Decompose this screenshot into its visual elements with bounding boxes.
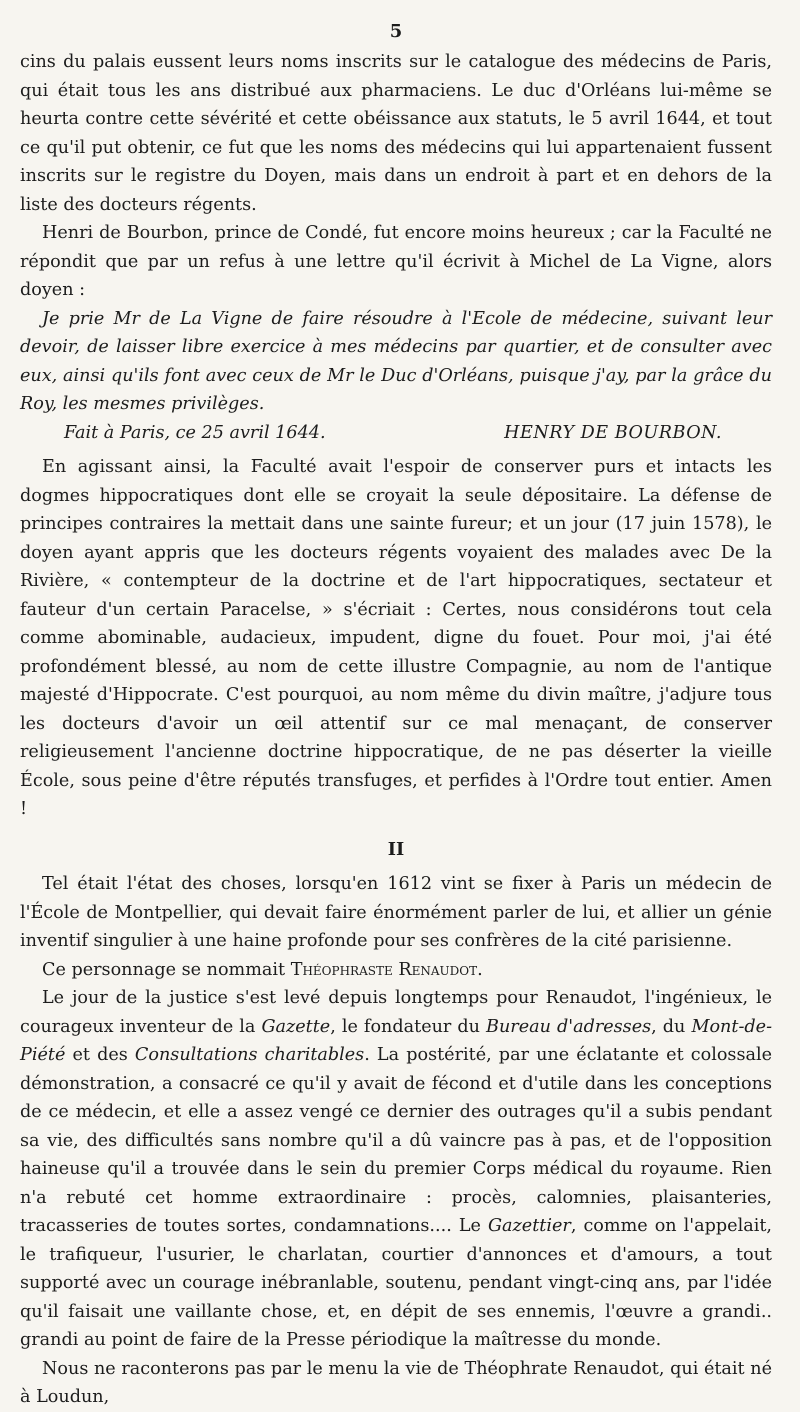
- paragraph-3: En agissant ainsi, la Faculté avait l'espoir de conserver purs et intacts les dogmes hippocratiques dont elle se croyait la seule dépositaire. La défense de principes contraires la mettait dans une sainte fureur; et un jour (17 juin 1578), le doyen ayant appris que les docteurs régents voyaient des malades avec De la Rivière, « contempteur de la doctrine et de l'art hippocratiques, sectateur et fauteur d'un certain Paracelse, » s'écriait : Certes, nous considérons tout cela comme abominable, audacieux, impudent, digne du fouet. Pour moi, j'ai été profondément blessé, au nom de cette illustre Compagnie, au nom de l'antique majesté d'Hippocrate. C'est pourquoi, au nom même du divin maître, j'adjure tous les docteurs d'avoir un œil attentif sur ce mal menaçant, de conserver religieusement l'ancienne doctrine hippocratique, de ne pas déserter la vieille École, sous peine d'être réputés transfuges, et perfides à l'Ordre tout entier. Amen !: [20, 457, 772, 819]
- p6-title-bureau: Bureau d'adresses: [486, 1016, 652, 1037]
- section-heading: II: [387, 838, 405, 860]
- letter-author: HENRY DE BOURBON.: [504, 422, 722, 443]
- p6-text-g: et des: [65, 1045, 135, 1065]
- document-page: [20, 20, 772, 1412]
- paragraph-6: [20, 984, 772, 1355]
- page-number: 5: [389, 21, 403, 42]
- paragraph-2: Henri de Bourbon, prince de Condé, fut encore moins heureux ; car la Faculté ne répondit que par un refus à une lettre qu'il écrivit à Michel de La Vigne, alors doyen :: [20, 223, 772, 300]
- paragraph-4: Tel était l'état des choses, lorsqu'en 1612 vint se fixer à Paris un médecin de l'École de Montpellier, qui devait faire énormément parler de lui, et allier un génie inventif singulier à une haine profonde pour ses confrères de la cité parisienne.: [20, 874, 772, 951]
- p6-text-k: , comme on l'appelait, le trafiqueur, l'usurier, le charlatan, courtier d'annonces et d'amours, a tout supporté avec un courage inébranlable, soutenu, pendant vingt-cinq ans, par l'idée qu'il faisait une vaillante chose, et, en dépit de ses ennemis, l'œuvre a grandi.. grandi au point de faire de la Presse périodique la maîtresse du monde.: [20, 1216, 772, 1350]
- quoted-letter: Je prie Mr de La Vigne de faire résoudre à l'Ecole de médecine, suivant leur devoir, de laisser libre exercice à mes médecins par quartier, et de consulter avec eux, ainsi qu'ils font avec ceux de Mr le Duc d'Orléans, puisque j'ay, par la grâce du Roy, les mesmes privilèges.: [20, 308, 772, 414]
- p6-text-a: Le jour de la justice s'est levé depuis longtemps pour Renaudot, l'ingénieux, le courageux inventeur de la: [20, 988, 772, 1037]
- letter-signature: [20, 419, 772, 448]
- person-name: Théophraste Renaudot.: [290, 959, 483, 980]
- letter-date: Fait à Paris, ce 25 avril 1644.: [64, 422, 326, 443]
- p6-title-consultations: Consultations charitables: [134, 1045, 365, 1065]
- p6-text-e: , du: [651, 1016, 692, 1037]
- p6-title-gazettier: Gazettier: [487, 1216, 571, 1236]
- p6-title-mont: Mont-de-Piété: [20, 1016, 773, 1065]
- paragraph-5-text: Ce personnage se nommait: [42, 959, 291, 980]
- p6-title-gazette: Gazette: [261, 1016, 331, 1037]
- p6-text-c: , le fondateur du: [330, 1016, 487, 1037]
- p6-text-i: . La postérité, par une éclatante et colossale démonstration, a consacré ce qu'il y avait de fécond et d'utile dans les conceptions de ce médecin, et elle a assez vengé ce dernier des outrages qu'il a subis pendant sa vie, des difficultés sans nombre qu'il a dû vaincre pas à pas, et de l'opposition haineuse qu'il a trouvée dans le sein du premier Corps médical du royaume. Rien n'a rebuté cet homme extraordinaire : procès, calomnies, plaisanteries, tracasseries de toutes sortes, condamnations.... Le: [20, 1045, 773, 1236]
- paragraph-1: cins du palais eussent leurs noms inscrits sur le catalogue des médecins de Paris, qui était tous les ans distribué aux pharmaciens. Le duc d'Orléans lui-même se heurta contre cette sévérité et cette obéissance aux statuts, le 5 avril 1644, et tout ce qu'il put obtenir, ce fut que les noms des médecins qui lui appartenaient fussent inscrits sur le registre du Doyen, mais dans un endroit à part et en dehors de la liste des docteurs régents.: [20, 52, 772, 215]
- paragraph-5: [20, 956, 772, 985]
- paragraph-7: Nous ne raconterons pas par le menu la vie de Théophrate Renaudot, qui était né à Loudun,: [20, 1358, 772, 1407]
